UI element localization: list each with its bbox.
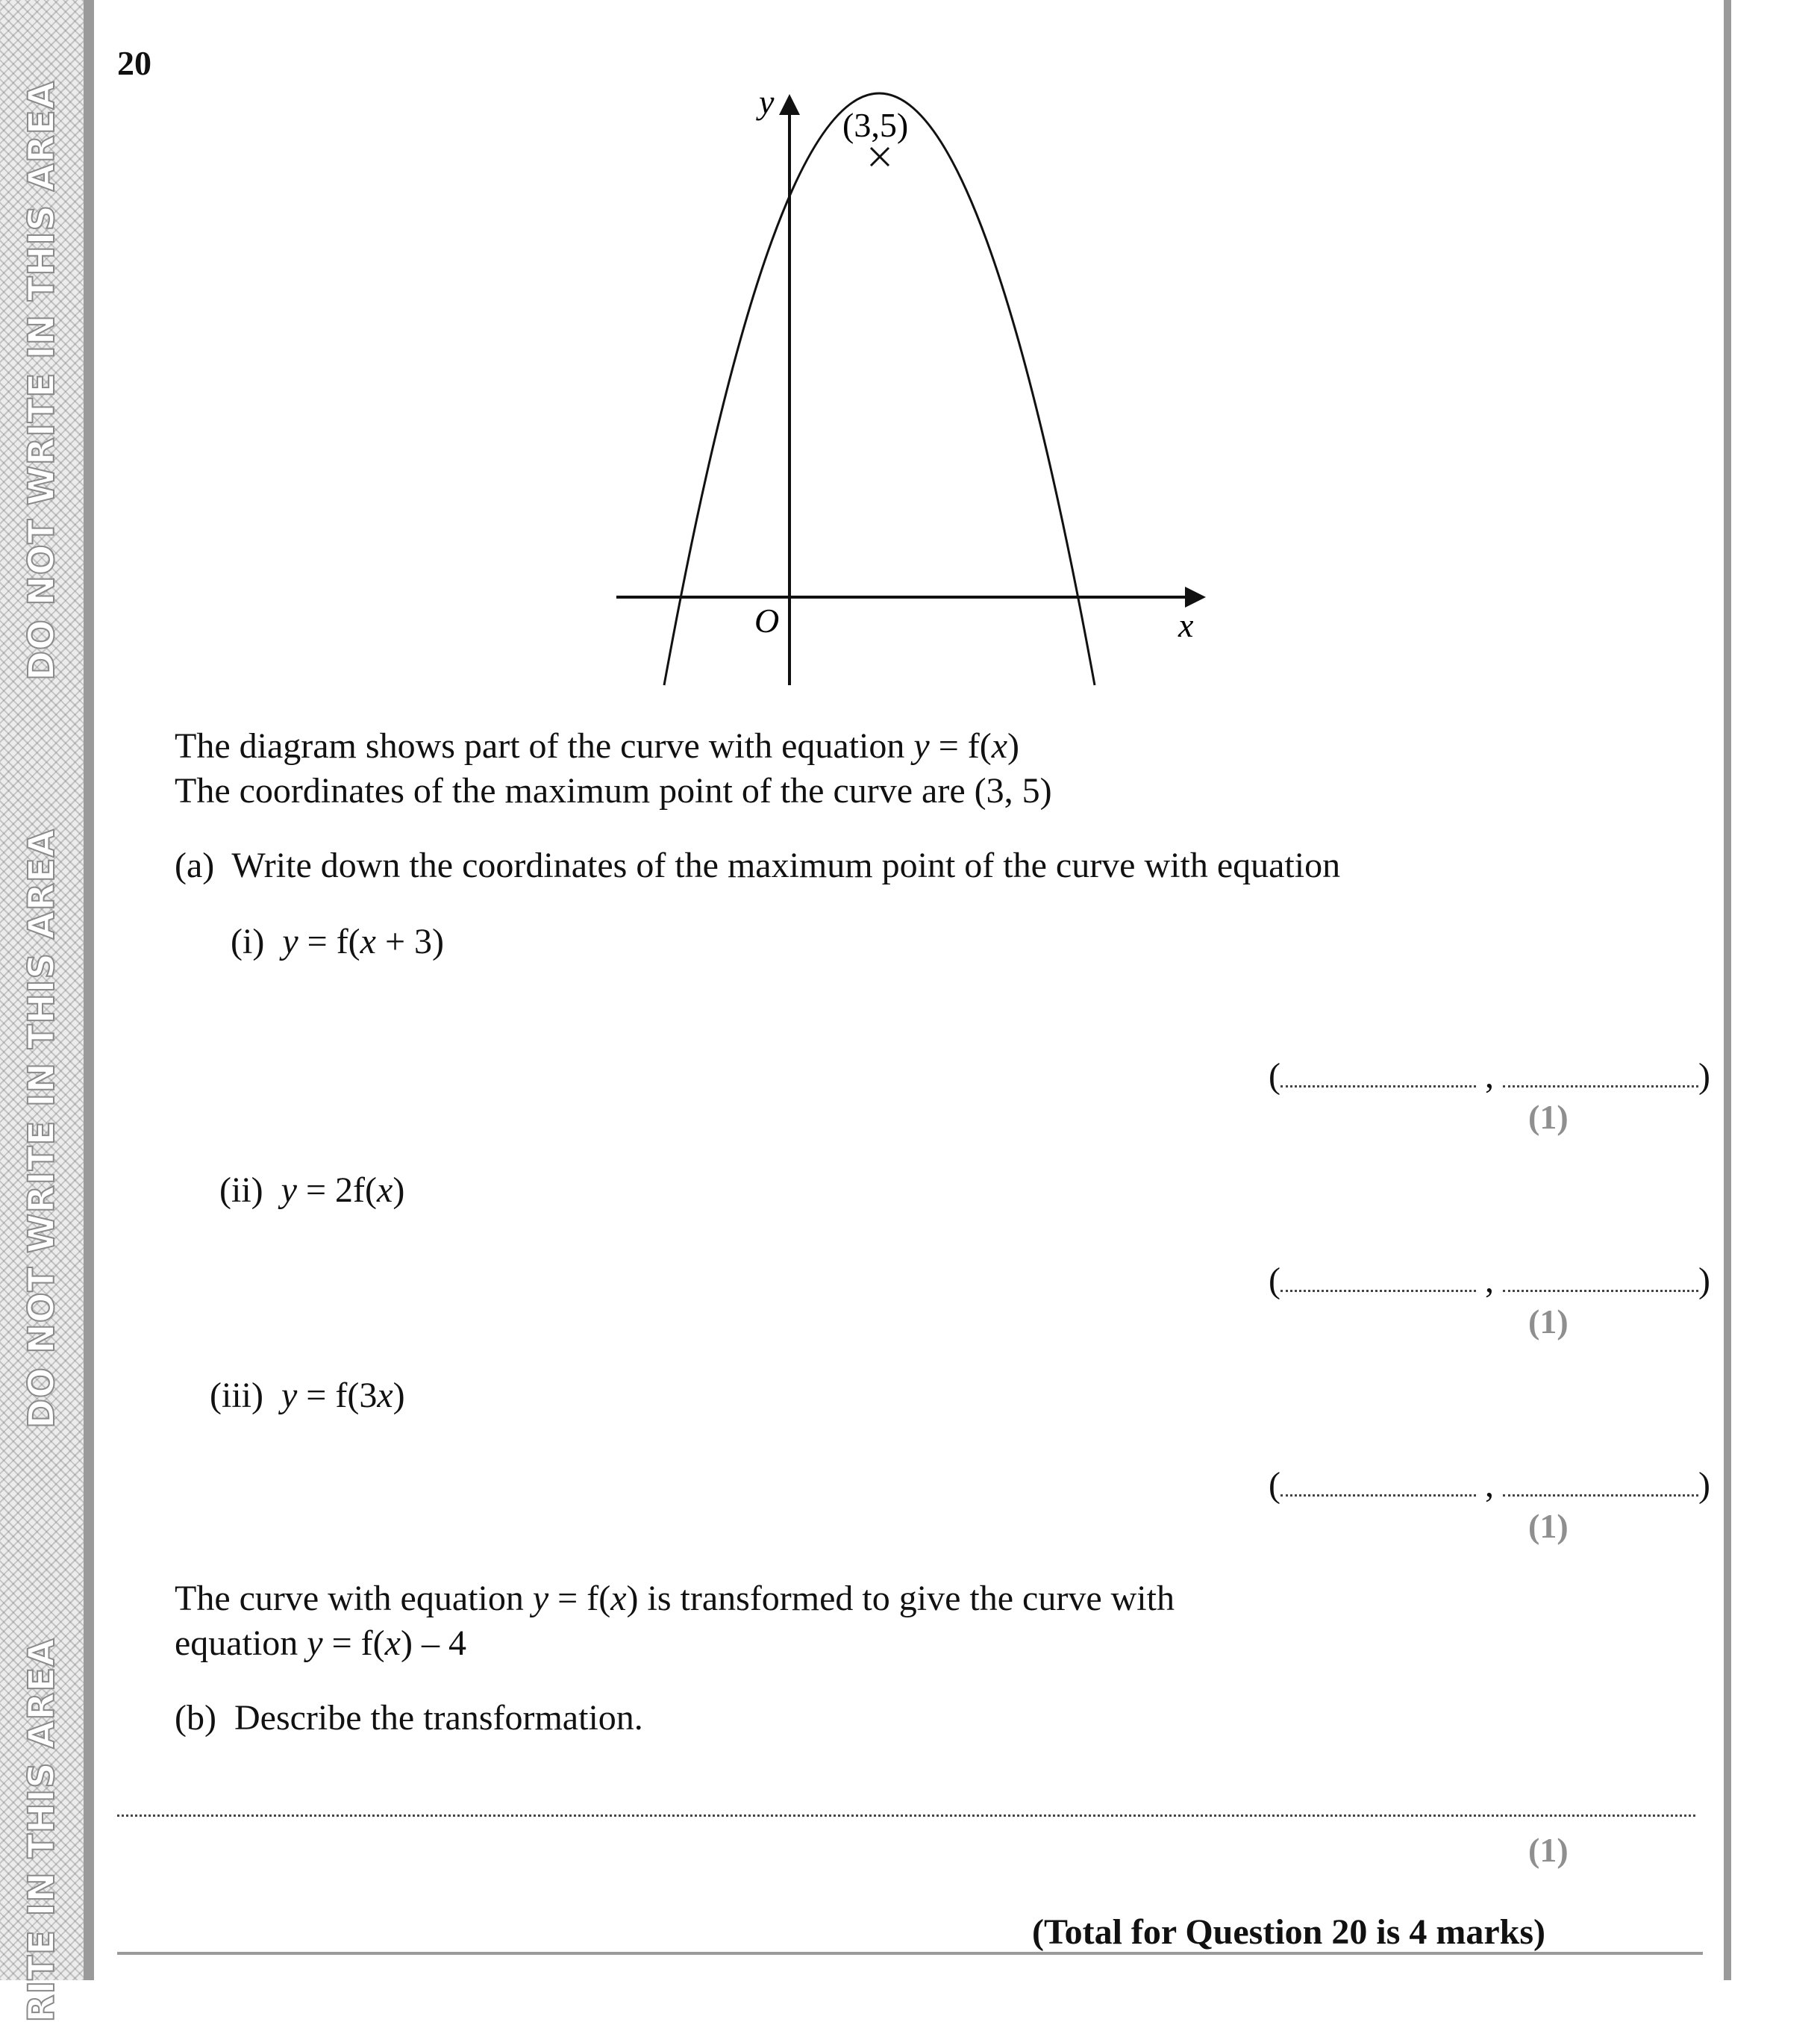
part-a-prompt: (a) Write down the coordinates of the maximum point of the curve with equation: [175, 846, 1341, 885]
margin-warning-3: RITE IN THIS AREA: [21, 1638, 63, 2022]
transform-line-2: equation y = f(x) – 4: [175, 1623, 466, 1663]
origin-label: O: [754, 602, 780, 640]
mark-a-ii: (1): [1528, 1302, 1569, 1341]
max-point-label: (3,5): [842, 106, 909, 144]
transform-line-1: The curve with equation y = f(x) is transformed to give the curve with: [175, 1579, 1175, 1618]
question-total: (Total for Question 20 is 4 marks): [1032, 1912, 1546, 1952]
x-axis-arrowhead: [1185, 587, 1206, 608]
margin-warning-2: DO NOT WRITE IN THIS AREA: [21, 829, 63, 1429]
answer-ii-x-blank[interactable]: [1280, 1260, 1476, 1292]
answer-iii-x-blank[interactable]: [1280, 1464, 1476, 1497]
part-b-prompt: (b) Describe the transformation.: [175, 1698, 643, 1738]
curve-diagram: [0, 0, 1820, 702]
question-number: 20: [117, 44, 151, 82]
part-b-answer-line[interactable]: [117, 1815, 1695, 1817]
part-a-iii-equation: (iii) y = f(3x): [210, 1376, 405, 1415]
answer-i-y-blank[interactable]: [1503, 1055, 1698, 1088]
y-axis-arrowhead: [779, 94, 800, 115]
intro-line-1: The diagram shows part of the curve with equation y = f(x): [175, 726, 1020, 766]
part-a-i-equation: (i) y = f(x + 3): [231, 922, 445, 961]
answer-iii-coordinates[interactable]: ( , ): [1269, 1465, 1710, 1505]
mark-a-iii: (1): [1528, 1507, 1569, 1545]
mark-a-i: (1): [1528, 1098, 1569, 1136]
intro-line-2: The coordinates of the maximum point of the curve are (3, 5): [175, 771, 1052, 811]
margin-warning-1: DO NOT WRITE IN THIS AREA: [21, 81, 63, 681]
y-axis-label: y: [759, 83, 775, 121]
answer-iii-y-blank[interactable]: [1503, 1464, 1698, 1497]
answer-i-x-blank[interactable]: [1280, 1055, 1476, 1088]
x-axis-label: x: [1178, 606, 1194, 644]
answer-i-coordinates[interactable]: ( , ): [1269, 1056, 1710, 1096]
part-a-ii-equation: (ii) y = 2f(x): [219, 1170, 405, 1210]
mark-b: (1): [1528, 1831, 1569, 1869]
answer-ii-coordinates[interactable]: ( , ): [1269, 1261, 1710, 1300]
bottom-rule: [117, 1952, 1703, 1955]
answer-ii-y-blank[interactable]: [1503, 1260, 1698, 1292]
